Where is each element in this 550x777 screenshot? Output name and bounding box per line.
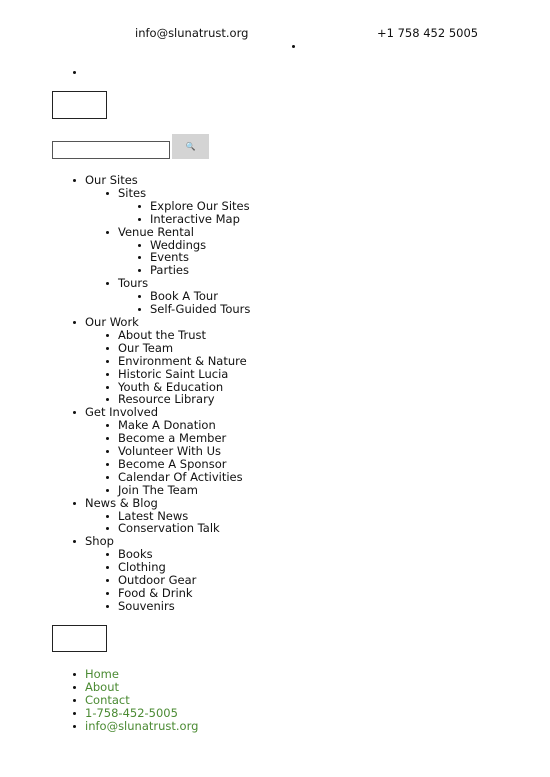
- secondary-image-placeholder[interactable]: [52, 625, 107, 652]
- menu-item-shop[interactable]: [85, 535, 250, 612]
- menu-item-label: Our Sites: [85, 173, 138, 187]
- menu-item-label: Events: [150, 250, 189, 265]
- menu-item-label: Environment & Nature: [118, 353, 247, 368]
- menu-item-label: Weddings: [150, 237, 207, 252]
- empty-list-bullet: [73, 71, 76, 74]
- menu-item-self-guided-tours[interactable]: [150, 303, 250, 316]
- menu-item-souvenirs[interactable]: [118, 600, 250, 613]
- menu-item-label: Shop: [85, 534, 114, 549]
- menu-item-venue-rental[interactable]: [118, 226, 250, 278]
- menu-item-label: Explore Our Sites: [150, 198, 250, 213]
- menu-item-parties[interactable]: [150, 264, 250, 277]
- menu-item-label: Clothing: [118, 560, 166, 575]
- menu-item-label: Book A Tour: [150, 289, 218, 304]
- menu-item-label: Youth & Education: [118, 379, 224, 394]
- search-icon: 🔍: [185, 142, 196, 151]
- menu-item-label: Become A Sponsor: [118, 456, 227, 471]
- menu-item-label: Conservation Talk: [118, 521, 220, 536]
- menu-item-label: Become a Member: [118, 431, 227, 446]
- menu-item-label: Make A Donation: [118, 418, 216, 433]
- menu-item-label: Tours: [118, 276, 149, 291]
- main-navigation-menu: [85, 174, 250, 613]
- top-email-link[interactable]: [135, 26, 248, 40]
- submenu-level-2: [118, 510, 250, 536]
- menu-item-label: Calendar Of Activities: [118, 469, 243, 484]
- search-input[interactable]: [52, 141, 170, 159]
- menu-item-label: About the Trust: [118, 327, 207, 342]
- footer-link-info-slunatrust-org[interactable]: info@slunatrust.org: [85, 718, 199, 733]
- menu-item-label: Historic Saint Lucia: [118, 366, 229, 381]
- search-button[interactable]: [172, 134, 209, 159]
- submenu-level-2: [118, 329, 250, 406]
- menu-item-label: Join The Team: [118, 482, 199, 497]
- footer-link-1-758-452-5005[interactable]: 1-758-452-5005: [85, 705, 178, 720]
- menu-item-news-and-blog[interactable]: [85, 497, 250, 536]
- menu-item-our-sites[interactable]: [85, 174, 250, 316]
- footer-link-home[interactable]: Home: [85, 667, 119, 681]
- menu-item-sites[interactable]: [118, 187, 250, 226]
- menu-item-label: Souvenirs: [118, 598, 175, 613]
- footer-item-info-slunatrust-org: [85, 720, 198, 733]
- menu-item-label: Resource Library: [118, 392, 215, 407]
- submenu-level-3: [150, 239, 250, 278]
- menu-item-label: News & Blog: [85, 495, 158, 510]
- menu-item-label: Interactive Map: [150, 211, 240, 226]
- submenu-level-2: [118, 419, 250, 496]
- logo-image-placeholder[interactable]: [52, 91, 107, 119]
- footer-link-about[interactable]: About: [85, 679, 120, 694]
- menu-item-get-involved[interactable]: [85, 406, 250, 496]
- empty-list-bullet: [292, 45, 295, 48]
- menu-item-conservation-talk[interactable]: [118, 522, 250, 535]
- menu-item-label: Our Team: [118, 340, 174, 355]
- footer-links: [85, 668, 198, 733]
- menu-item-label: Our Work: [85, 314, 139, 329]
- menu-item-label: Food & Drink: [118, 586, 193, 600]
- menu-item-label: Books: [118, 547, 153, 562]
- menu-item-label: Sites: [118, 185, 147, 200]
- menu-item-tours[interactable]: [118, 277, 250, 316]
- menu-item-label: Volunteer With Us: [118, 444, 222, 459]
- top-phone-text: +1 758 452 5005: [377, 26, 479, 40]
- submenu-level-3: [150, 290, 250, 316]
- submenu-level-3: [150, 200, 250, 226]
- menu-item-label: Latest News: [118, 508, 189, 523]
- menu-item-label: Outdoor Gear: [118, 573, 197, 588]
- menu-item-label: Parties: [150, 263, 189, 278]
- top-email-text: info@slunatrust.org: [135, 26, 249, 40]
- top-phone-link[interactable]: [377, 26, 478, 40]
- menu-item-label: Self-Guided Tours: [150, 302, 251, 317]
- menu-item-our-work[interactable]: [85, 316, 250, 406]
- submenu-level-2: [118, 187, 250, 316]
- menu-item-label: Venue Rental: [118, 224, 194, 239]
- menu-item-label: Get Involved: [85, 405, 159, 420]
- submenu-level-2: [118, 548, 250, 613]
- footer-link-contact[interactable]: Contact: [85, 692, 130, 707]
